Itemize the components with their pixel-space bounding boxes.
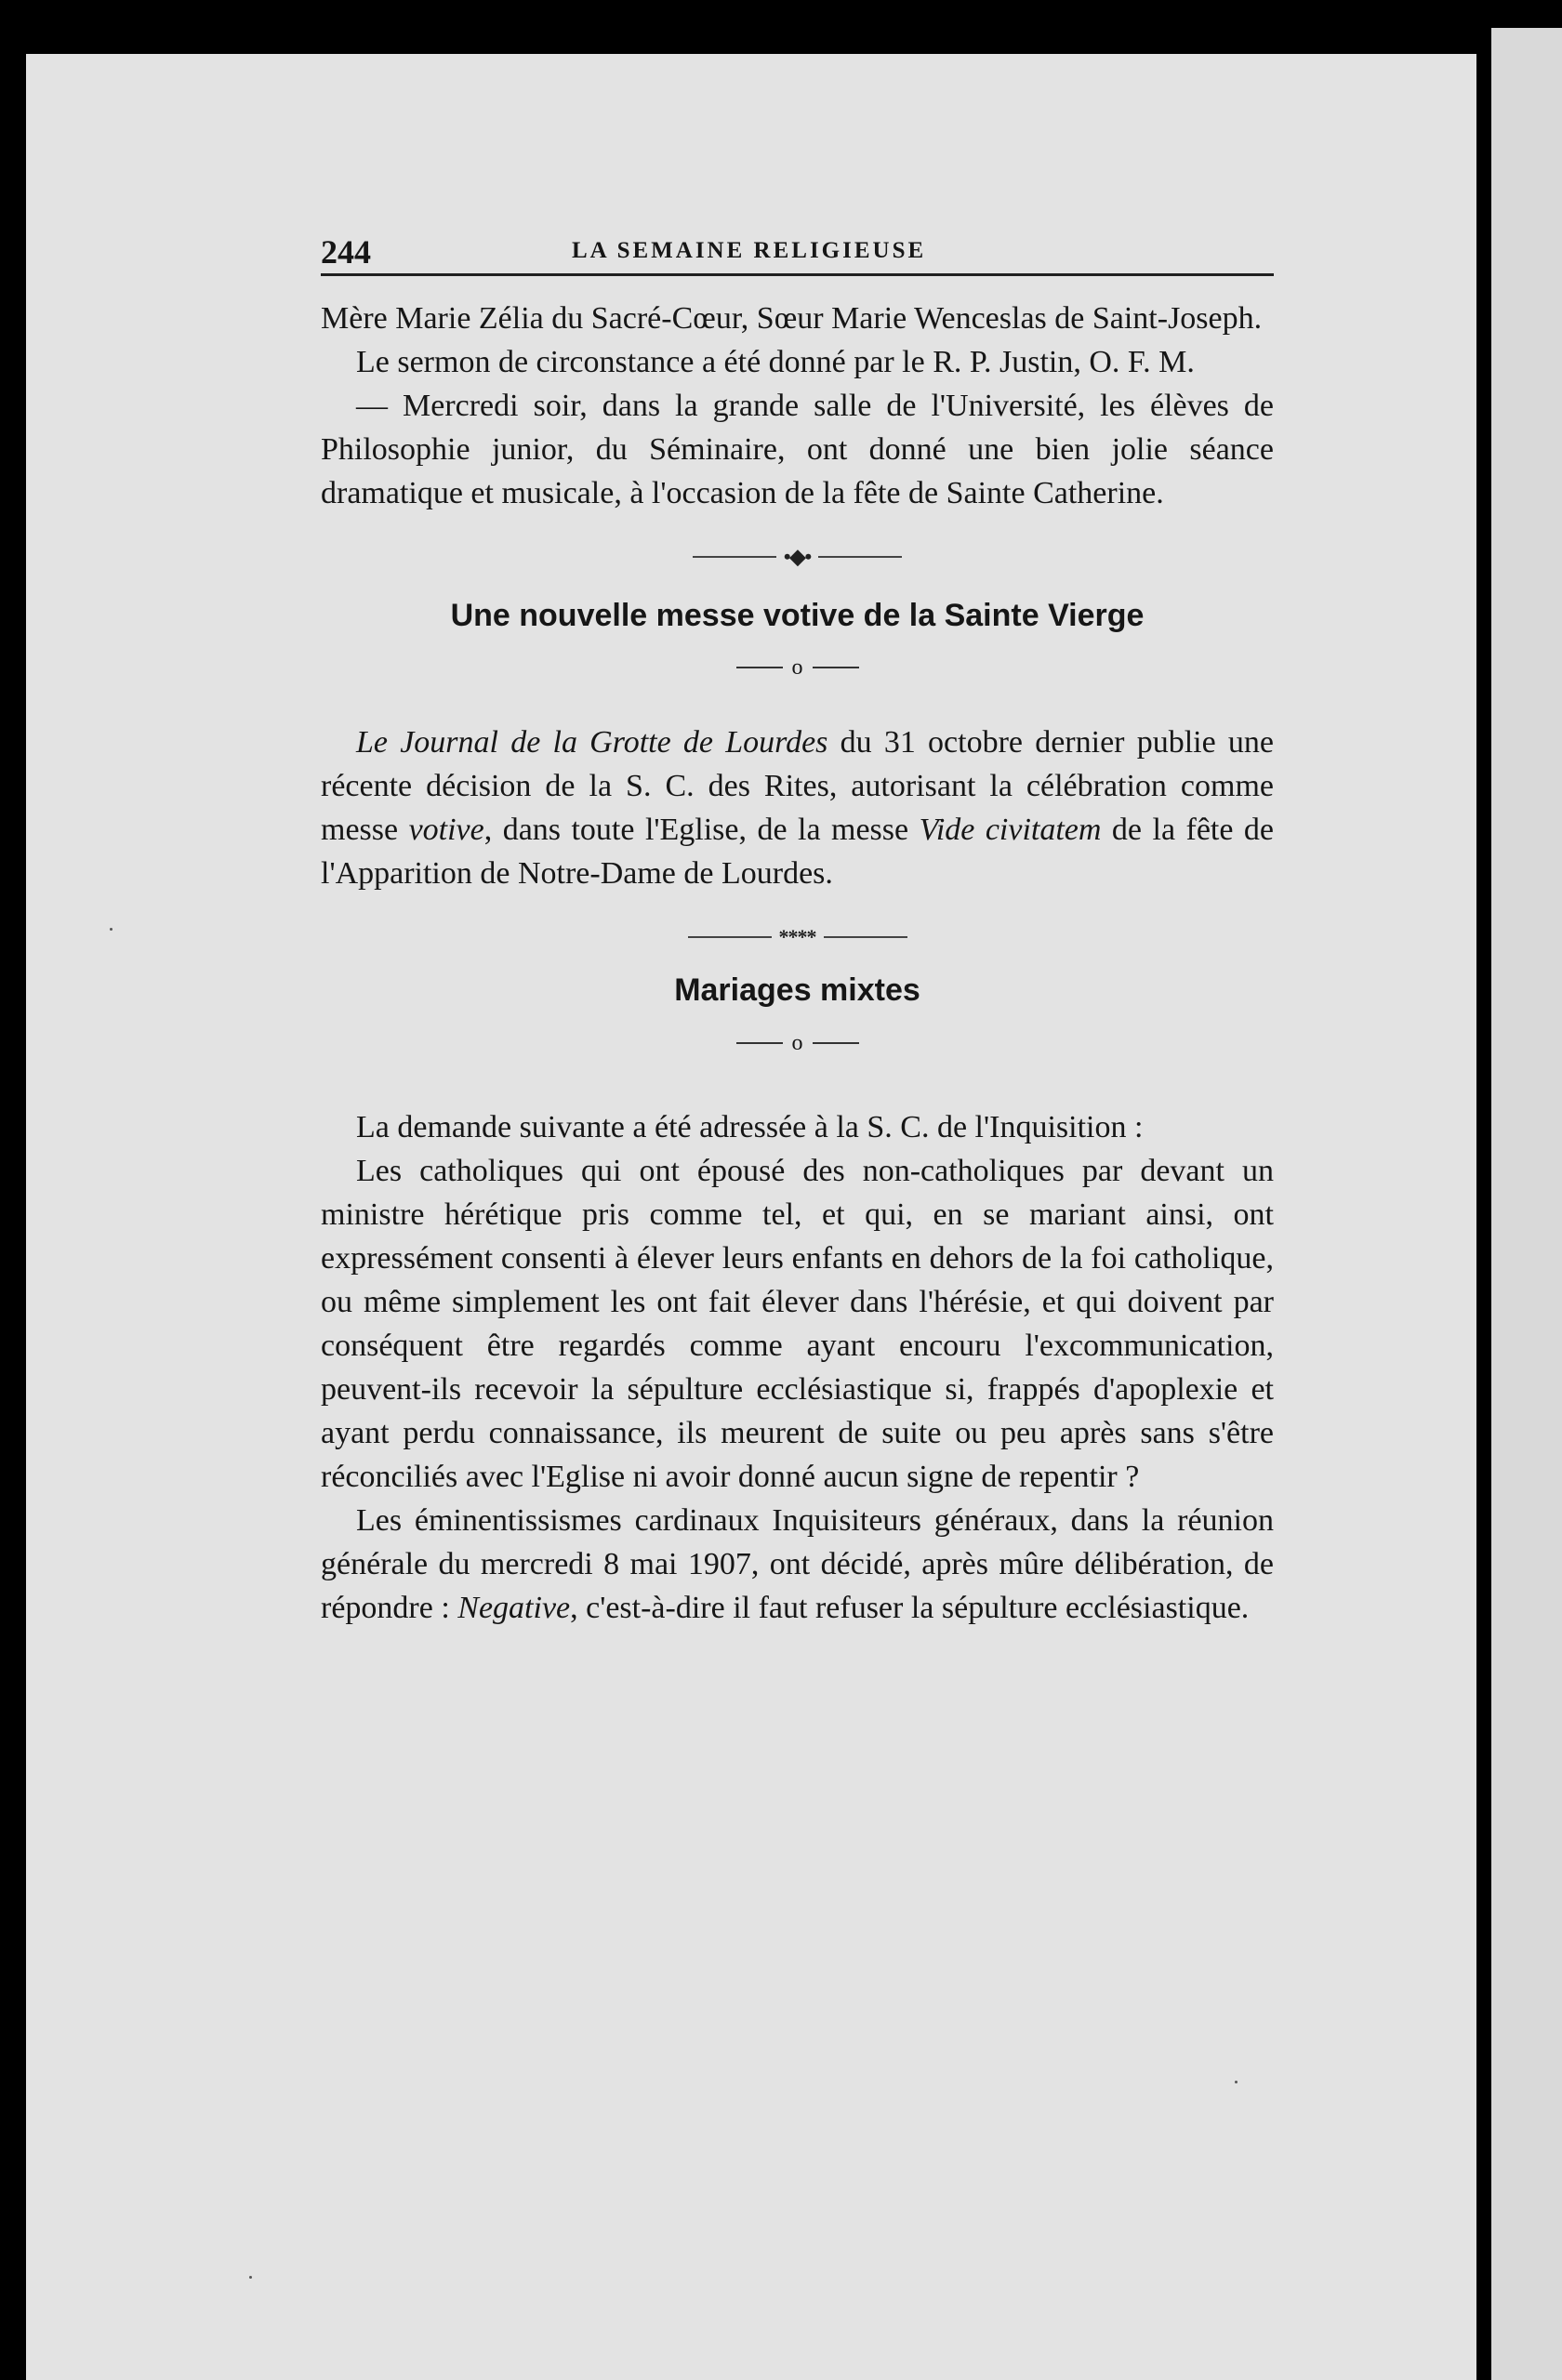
- text-run: Les éminentissismes cardinaux Inquisiteurs généraux, dans la réunion générale du mercredi 8 mai 1907, ont décidé, après mûre délibération, de répondre :: [321, 1502, 1274, 1625]
- separator-rule: [736, 667, 783, 668]
- separator-glyph: o: [791, 1030, 803, 1055]
- separator-rule: [813, 1042, 859, 1044]
- title-separator: [321, 653, 1274, 681]
- page-header: [321, 232, 1274, 276]
- ornament-rule: [818, 556, 902, 558]
- title-separator: [321, 1027, 1274, 1056]
- section-ornament: [321, 923, 1274, 951]
- ornament-mark: ****: [778, 925, 816, 949]
- section-ornament: [321, 543, 1274, 571]
- speck: [1235, 2081, 1238, 2083]
- journal-title: Le Journal de la Grotte de Lourdes: [356, 725, 828, 760]
- ornament-mark: •◆•: [783, 544, 812, 568]
- paragraph: — Mercredi soir, dans la grande salle de l'Université, les élèves de Philosophie junior, du Séminaire, ont donné une bien jolie séance dramatique et musicale, à l'occasion de la fête de Sainte Catherine.: [321, 389, 1274, 510]
- paragraph: Le sermon de circonstance a été donné par le R. P. Justin, O. F. M.: [356, 345, 1195, 379]
- ornament-rule: [824, 936, 907, 938]
- ornament-rule: [693, 556, 776, 558]
- section-title: Mariages mixtes: [674, 972, 920, 1009]
- text-run: de la fête de l'Apparition de Notre-Dame de Lourdes.: [321, 813, 1275, 892]
- page-number: 244: [321, 233, 371, 271]
- text-run: , dans toute l'Eglise, de la messe: [483, 813, 920, 848]
- paragraph: [321, 721, 1274, 895]
- paragraph: [321, 1499, 1274, 1630]
- ornament-rule: [688, 936, 772, 938]
- paragraph: La demande suivante a été adressée à la S. C. de l'Inquisition :: [356, 1109, 1144, 1144]
- adjacent-page-edge: [1491, 28, 1562, 2380]
- paragraph: Mère Marie Zélia du Sacré-Cœur, Sœur Marie Wenceslas de Saint-Joseph.: [321, 301, 1263, 336]
- text-run: , c'est-à-dire il faut refuser la sépulture ecclésiastique.: [570, 1590, 1250, 1625]
- separator-glyph: o: [791, 655, 803, 681]
- speck: [110, 928, 113, 931]
- running-title: LA SEMAINE RELIGIEUSE: [572, 238, 927, 263]
- italic-term: votive: [408, 813, 484, 848]
- italic-term: Negative: [457, 1590, 571, 1625]
- section-title: Une nouvelle messe votive de la Sainte Vierge: [450, 598, 1145, 633]
- italic-term: Vide civitatem: [919, 813, 1102, 848]
- page-content: [321, 232, 1274, 1630]
- separator-rule: [813, 667, 859, 668]
- separator-rule: [736, 1042, 783, 1044]
- text-run: du 31 octobre dernier publie une récente décision de la S. C. des Rites, autorisant la célébration comme messe: [321, 725, 1275, 848]
- speck: [249, 2276, 252, 2279]
- paragraph: Les catholiques qui ont épousé des non-catholiques par devant un ministre hérétique pris comme tel, et qui, en se mariant ainsi, ont expressément consenti à élever leurs enfants en dehors de la foi catholique, ou même simplement les ont fait élever dans l'hérésie, et qui doivent par conséquent être regardés comme ayant encouru l'excommunication, peuvent-ils recevoir la sépulture ecclésiastique si, frappés d'apoplexie et ayant perdu connaissance, ils meurent de suite ou peu après sans s'être réconciliés avec l'Eglise ni avoir donné aucun signe de repentir ?: [321, 1153, 1274, 1494]
